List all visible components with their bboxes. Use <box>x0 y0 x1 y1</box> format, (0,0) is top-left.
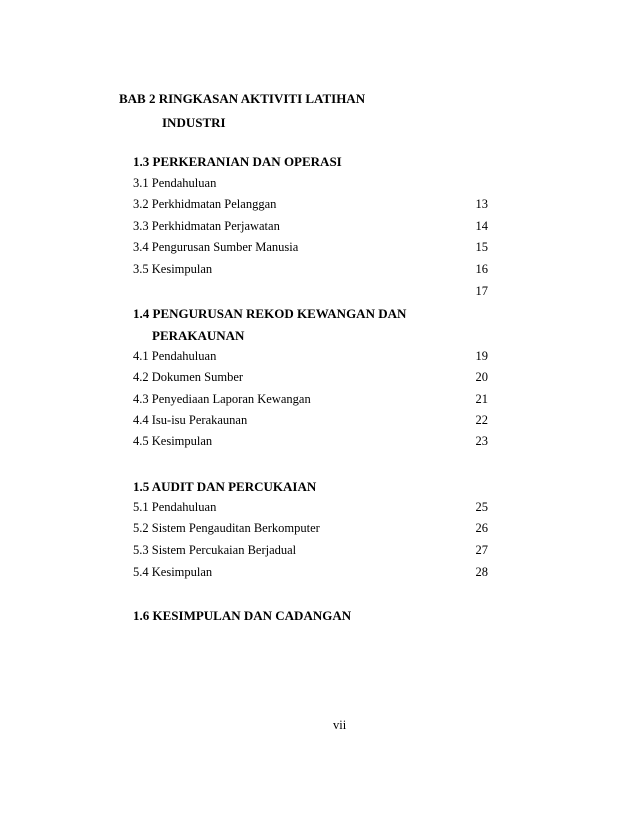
section-heading-1-4-line1: 1.4 PENGURUSAN REKOD KEWANGAN DAN <box>133 306 407 321</box>
toc-page-5-1: 25 <box>475 500 488 514</box>
toc-entry-4-1: 4.1 Pendahuluan <box>133 349 217 363</box>
chapter-title-line1: BAB 2 RINGKASAN AKTIVITI LATIHAN <box>119 91 366 106</box>
toc-page-trailing: 17 <box>475 284 488 298</box>
toc-page-3-3: 14 <box>475 219 488 233</box>
chapter-title-line2: INDUSTRI <box>162 115 226 130</box>
toc-page-5-4: 28 <box>475 565 488 579</box>
toc-entry-4-4: 4.4 Isu-isu Perakaunan <box>133 413 248 427</box>
section-heading-1-5: 1.5 AUDIT DAN PERCUKAIAN <box>133 479 317 494</box>
toc-entry-4-5: 4.5 Kesimpulan <box>133 434 213 448</box>
toc-page-4-5: 23 <box>475 434 488 448</box>
toc-entry-5-2: 5.2 Sistem Pengauditan Berkomputer <box>133 521 320 535</box>
toc-page-5-3: 27 <box>475 543 488 557</box>
toc-page-3-4: 15 <box>475 240 488 254</box>
section-heading-1-4-line2: PERAKAUNAN <box>152 328 245 343</box>
toc-page-3-5: 16 <box>475 262 488 276</box>
toc-entry-5-4: 5.4 Kesimpulan <box>133 565 213 579</box>
toc-entry-3-3: 3.3 Perkhidmatan Perjawatan <box>133 219 280 233</box>
toc-entry-5-1: 5.1 Pendahuluan <box>133 500 217 514</box>
toc-entry-4-2: 4.2 Dokumen Sumber <box>133 370 244 384</box>
toc-page-5-2: 26 <box>475 521 488 535</box>
toc-page-4-1: 19 <box>475 349 488 363</box>
toc-entry-3-2: 3.2 Perkhidmatan Pelanggan <box>133 197 277 211</box>
toc-entry-3-4: 3.4 Pengurusan Sumber Manusia <box>133 240 299 254</box>
toc-page-4-4: 22 <box>475 413 488 427</box>
section-heading-1-3: 1.3 PERKERANIAN DAN OPERASI <box>133 154 342 169</box>
section-heading-1-6: 1.6 KESIMPULAN DAN CADANGAN <box>133 608 352 623</box>
page-number: vii <box>333 718 347 732</box>
toc-entry-5-3: 5.3 Sistem Percukaian Berjadual <box>133 543 297 557</box>
toc-entry-4-3: 4.3 Penyediaan Laporan Kewangan <box>133 392 311 406</box>
toc-entry-3-5: 3.5 Kesimpulan <box>133 262 213 276</box>
toc-page-4-2: 20 <box>475 370 488 384</box>
toc-page-3-2: 13 <box>475 197 488 211</box>
toc-entry-3-1: 3.1 Pendahuluan <box>133 176 217 190</box>
toc-page-4-3: 21 <box>475 392 488 406</box>
